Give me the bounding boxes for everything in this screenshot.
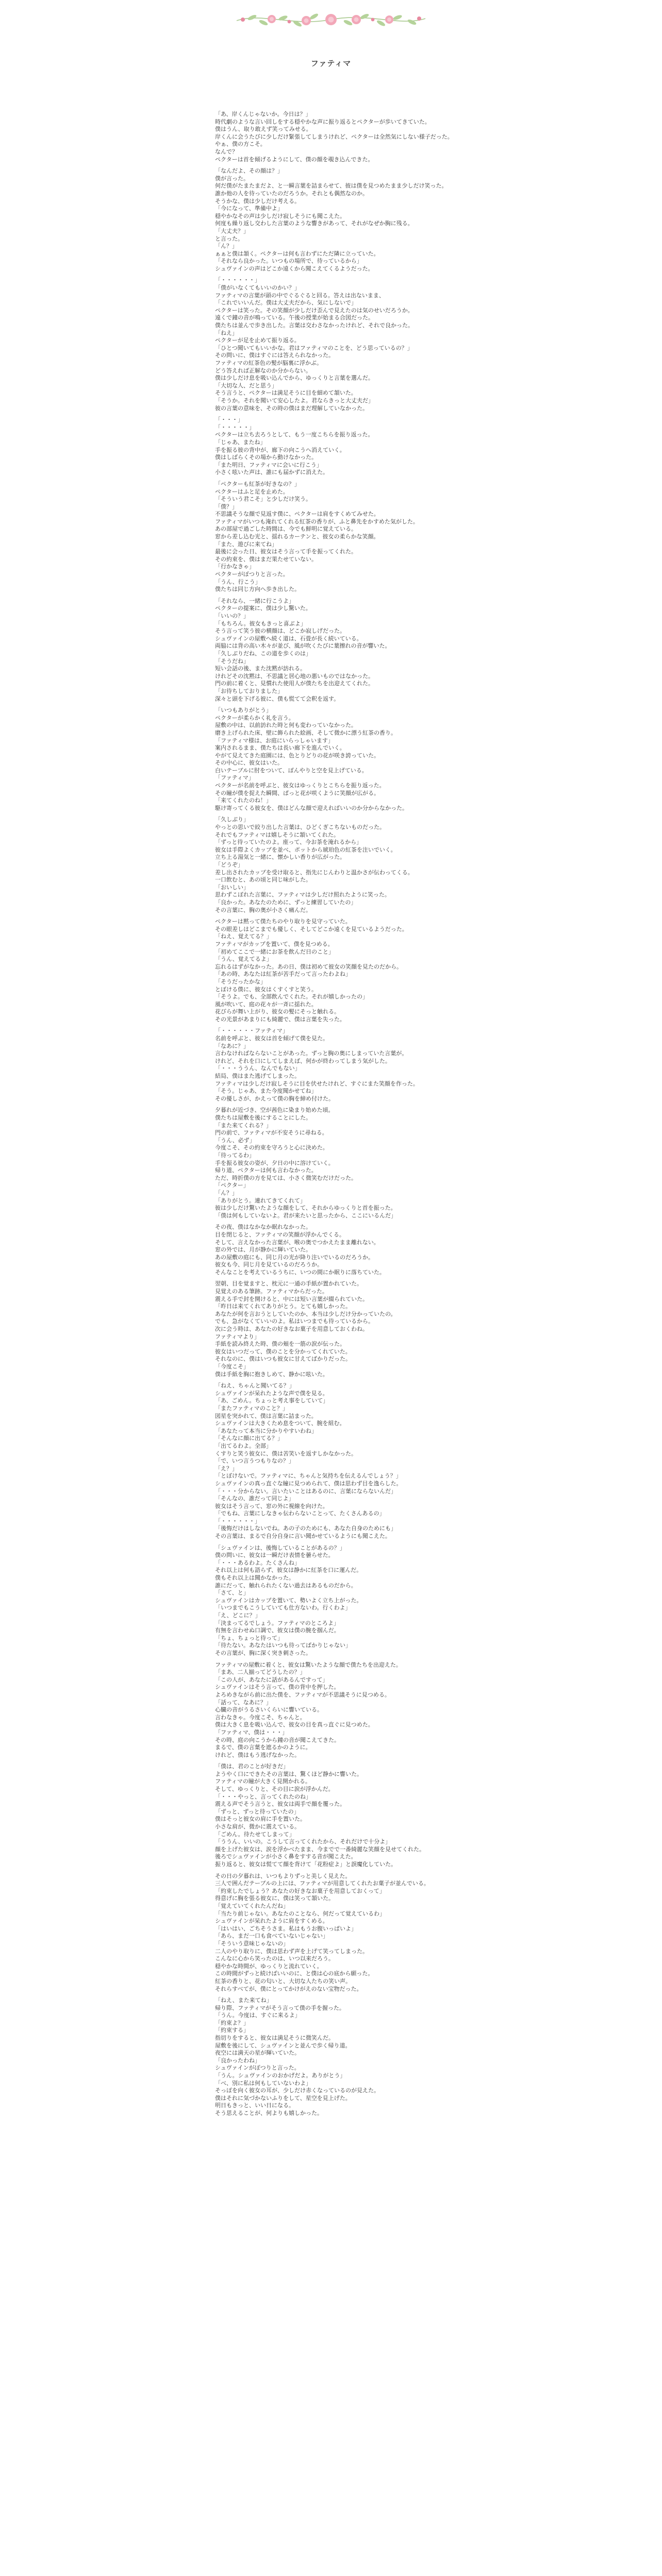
story-line: 「約束したでしょう？あなたの好きなお菓子を用意しておくって」 xyxy=(215,1887,385,1894)
story-line: 「そんなの、誰だって同じよ」 xyxy=(215,1495,294,1502)
story-line: 夕暮れが近づき、空が茜色に染まり始めた頃。 xyxy=(215,1107,334,1114)
story-line: でも、急がなくていいのよ。私はいつまでも待っているから。 xyxy=(215,1318,374,1325)
story-line: ペクターは黙って僕たちのやり取りを見守っていた。 xyxy=(215,918,351,925)
story-line: 「覚えていてくれたんだね」 xyxy=(215,1902,289,1909)
story-line: あなたが何を言おうとしていたのか、本当は少しだけ分かっていたの。 xyxy=(215,1310,396,1317)
story-line: ペクターは立ち去ろうとして、もう一度こちらを振り返った。 xyxy=(215,431,374,438)
story-line: 「あ、岸くんじゃないか。今日は？」 xyxy=(215,111,311,117)
story-line: 「僕は、君のことが好きだ」 xyxy=(215,1763,289,1770)
story-line: 窓の外では、月が静かに輝いていた。 xyxy=(215,1246,311,1253)
story-line: 「・・・・・・」 xyxy=(215,1517,260,1524)
story-line: その中心に、彼女はいた。 xyxy=(215,759,283,767)
story-line: 有無を言わせぬ口調で、彼女は僕の腕を掴んだ。 xyxy=(215,1627,340,1634)
story-line: 「・・・・・・ファティマ」 xyxy=(215,1027,288,1035)
story-line: けれどその沈黙は、不思議と居心地の悪いものではなかった。 xyxy=(215,672,374,680)
story-line: そうかな、僕は少しだけ考える。 xyxy=(215,197,300,205)
story-line: 彼の言葉の意味を、その時の僕はまだ理解していなかった。 xyxy=(215,404,368,412)
story-line: 「うん、覚えてるよ」 xyxy=(215,956,272,963)
story-line: 何だ僕がたまたまだよ、と一瞬言葉を詰まらせて、彼は僕を見つめたまま少しだけ笑った。 xyxy=(215,182,448,190)
story-line: 「今になって、準備中よ」 xyxy=(215,205,283,212)
story-line: 「さて、と」 xyxy=(215,1589,249,1597)
story-line: その日の夕暮れは、いつもよりずっと美しく見えた。 xyxy=(215,1872,351,1879)
story-paragraph xyxy=(215,167,457,273)
story-line: 思わずこぼれた言葉に、ファティマは少しだけ照れたように笑った。 xyxy=(215,891,390,899)
story-line: 「初めてここで一緒にお茶を飲んだ日のこと」 xyxy=(215,948,334,955)
story-line: 「あの時、あなたは紅茶が苦手だって言ったわよね」 xyxy=(215,971,351,978)
story-line: 「いつもありがとう」 xyxy=(215,707,272,714)
story-line: どう答えれば正解なのか分からない。 xyxy=(215,367,311,374)
story-line: 「約束する」 xyxy=(215,2027,249,2034)
story-line: 「この人が、あなたに話があるんですって」 xyxy=(215,1676,328,1683)
story-line: シュヴァインはそう言って、僕の背中を押した。 xyxy=(215,1684,340,1691)
story-paragraph xyxy=(215,1027,457,1103)
story-line: 彼は少しだけ驚いたような顔をして、それからゆっくりと首を振った。 xyxy=(215,1205,396,1212)
story-paragraph xyxy=(215,1382,457,1540)
story-line: 僕が言った。 xyxy=(215,175,249,182)
story-line: 小さく呟いた声は、誰にも届かずに消えた。 xyxy=(215,469,328,476)
story-line: 帰り道、ペクターは何も言わなかった。 xyxy=(215,1167,317,1174)
story-line: 僕はしばらくその場から動けなかった。 xyxy=(215,454,317,461)
story-body xyxy=(215,111,457,2576)
story-line: ファティマの言葉が頭の中でぐるぐると回る。答えは出ないまま、 xyxy=(215,292,385,299)
story-line: 「ねえ、ちゃんと聞いてる？」 xyxy=(215,1382,295,1389)
story-line: 「で、いつ言うつもりなの？」 xyxy=(215,1458,294,1465)
story-paragraph xyxy=(215,1763,457,1868)
story-line: 「そうか。それを聞いて安心したよ。君ならきっと大丈夫だ」 xyxy=(215,397,374,404)
story-line: そして、ゆっくりと、その目に涙が浮かんだ。 xyxy=(215,1786,334,1793)
story-line: 「僕は何もしていないよ。君が来たいと思ったから、ここにいるんだ」 xyxy=(215,1212,396,1219)
story-line: 「ごめん。待たせてしまって」 xyxy=(215,1831,295,1838)
story-paragraph xyxy=(215,277,457,412)
story-line: シュヴァインが呆れたように肩をすくめる。 xyxy=(215,1918,328,1925)
story-line: その言葉に、胸の奥が小さく痛んだ。 xyxy=(215,906,311,913)
story-line: 僕もそれ以上は聞かなかった。 xyxy=(215,1574,294,1582)
story-line: 図星を突かれて、僕は言葉に詰まった。 xyxy=(215,1412,317,1419)
story-line: その眼差しはどこまでも優しく、そしてどこか遠くを見ているようだった。 xyxy=(215,925,408,933)
story-line: ペクターが名前を呼ぶと、彼女はゆっくりとこちらを振り返った。 xyxy=(215,782,385,789)
story-line: 三人で囲んだテーブルの上には、ファティマが用意してくれたお菓子が並んでいる。 xyxy=(215,1880,429,1887)
story-line: 「おいしい」 xyxy=(215,884,249,891)
story-line: ペクターは笑った。その笑顔が少しだけ歪んで見えたのは気のせいだろうか。 xyxy=(215,307,413,314)
story-line: シュヴァインがぽつりと言った。 xyxy=(215,2064,300,2072)
story-paragraph xyxy=(215,1545,457,1657)
story-line: 「・・・分からない。言いたいことはあるのに、言葉にならないんだ」 xyxy=(215,1487,396,1495)
story-line: あの屋敷の庭にも、同じ月の光が降り注いでいるのだろうか。 xyxy=(215,1253,374,1261)
story-line: 立ち上る湯気と一緒に、懐かしい香りが広がった。 xyxy=(215,854,345,861)
story-line: よろめきながら前に出た僕を、ファティマが不思議そうに見つめる。 xyxy=(215,1691,390,1698)
story-line: 今度こそ、その約束を守ろうと心に決めた。 xyxy=(215,1144,328,1151)
story-line: その言葉は、まるで自分自身に言い聞かせているようにも聞こえた。 xyxy=(215,1533,391,1540)
story-line: 彼女はそう言って、窓の外に視線を向けた。 xyxy=(215,1502,328,1510)
story-line: 「ペクター」 xyxy=(215,1182,249,1189)
story-line: 彼女はいつだって、僕のことを分かってくれていた。 xyxy=(215,1348,351,1355)
story-line: 「でもね、言葉にしなきゃ伝わらないことって、たくさんあるの」 xyxy=(215,1510,385,1517)
story-line: 「約束よ？」 xyxy=(215,2019,249,2026)
story-line: 言わなきゃ。今度こそ、ちゃんと。 xyxy=(215,1714,306,1721)
story-line: 「大丈夫？」 xyxy=(215,227,249,234)
story-line: ようやく口にできたその言葉は、驚くほど静かに響いた。 xyxy=(215,1770,362,1777)
story-line: 「話って、なあに？」 xyxy=(215,1699,272,1706)
story-line: 短い会話の後、また沈黙が訪れる。 xyxy=(215,665,306,672)
story-line: そう言うと、ペクターは満足そうに目を細めて頷いた。 xyxy=(215,389,357,397)
story-line: 見覚えのある筆跡。ファティマからだった。 xyxy=(215,1288,328,1295)
story-line: 手紙を読み終えた時、僕の頬を一筋の涙が伝った。 xyxy=(215,1341,345,1348)
story-line: 僕はうん、取り敢えず笑ってみせる。 xyxy=(215,126,312,133)
story-line: ただ、時折僕の方を見ては、小さく微笑むだけだった。 xyxy=(215,1174,357,1181)
story-line: その瞳が僕を捉えた瞬間、ぱっと花が咲くように笑顔が広がる。 xyxy=(215,789,379,796)
story-line: 翌朝、目を覚ますと、枕元に一通の手紙が置かれていた。 xyxy=(215,1280,362,1287)
story-paragraph xyxy=(215,111,457,163)
story-line: ペクターが柔らかく礼を言う。 xyxy=(215,714,294,721)
story-line: 「ねえ」 xyxy=(215,329,238,336)
story-line: 「・・・やっと、言ってくれたのね」 xyxy=(215,1793,311,1800)
story-line: くすりと笑う彼女に、僕は苦笑いを返すしかなかった。 xyxy=(215,1450,357,1457)
story-line: 「久しぶりだね、この道を歩くのは」 xyxy=(215,650,311,657)
story-line: 指切りをすると、彼女は満足そうに微笑んだ。 xyxy=(215,2035,334,2042)
story-line: 「そうよ。でも、全部飲んでくれた。それが嬉しかったの」 xyxy=(215,993,368,1001)
story-line: 「また明日、ファティマに会いに行こう」 xyxy=(215,461,322,468)
story-paragraph xyxy=(215,1224,457,1276)
story-line: シュヴァインの声はどこか遠くから聞こえてくるようだった。 xyxy=(215,265,374,272)
story-line: 「行かなきゃ」 xyxy=(215,563,255,570)
story-line: 「出てるわよ。全部」 xyxy=(215,1442,272,1449)
story-line: 「ひとつ聞いてもいいかな。君はファティマのことを、どう思っているの？」 xyxy=(215,344,413,351)
story-line: 「後悔だけはしないでね。あの子のためにも、あなた自身のためにも」 xyxy=(215,1525,396,1532)
story-line: 「良かった。あなたのために、ずっと練習していたの」 xyxy=(215,899,357,906)
story-line: ファティマの屋敷に着くと、彼女は驚いたような顔で僕たちを出迎えた。 xyxy=(215,1661,402,1668)
story-line: 磨き上げられた床、壁に飾られた絵画、そして微かに漂う紅茶の香り。 xyxy=(215,729,396,736)
story-paragraph xyxy=(215,1280,457,1378)
story-line: 白いテーブルに肘をついて、ぼんやりと空を見上げている。 xyxy=(215,767,368,774)
story-line: 「ん？」 xyxy=(215,243,238,250)
story-line: 「え？」 xyxy=(215,1465,238,1472)
story-line: 夜空には満天の星が輝いていた。 xyxy=(215,2049,300,2057)
story-line: 「じゃあ、またね」 xyxy=(215,438,266,446)
story-line: 一口飲むと、あの頃と同じ味がした。 xyxy=(215,876,311,884)
story-line: 「・・・・・」 xyxy=(215,423,255,431)
story-line: 顔を上げた彼女は、涙を浮かべたまま、今までで一番綺麗な笑顔を見せてくれた。 xyxy=(215,1845,425,1853)
story-line: 「あなたって本当に分かりやすいわね」 xyxy=(215,1427,317,1434)
story-line: 「待ってるわ」 xyxy=(215,1151,255,1159)
story-line: こんなに心から笑ったのは、いつ以来だろう。 xyxy=(215,1955,334,1962)
story-line: 紅茶の香りと、花の匂いと、大切な人たちの笑い声。 xyxy=(215,1977,351,1985)
story-line: ファティマより」 xyxy=(215,1333,260,1340)
story-line: 「ねえ、覚えてる？」 xyxy=(215,933,272,940)
story-line: 屋敷を後にして、シュヴァインと並んで歩く帰り道。 xyxy=(215,2042,351,2049)
story-line: 「あ、ごめん。ちょっと考え事をしていて」 xyxy=(215,1397,329,1404)
story-line: 僕は手紙を胸に抱きしめて、静かに呟いた。 xyxy=(215,1370,328,1378)
story-line: 差し出されたカップを受け取ると、指先にじんわりと温かさが伝わってくる。 xyxy=(215,869,413,876)
story-line: 「シュヴァインは、後悔していることがあるの？」 xyxy=(215,1544,345,1551)
story-line: 門の前に着くと、見慣れた使用人が僕たちを出迎えてくれた。 xyxy=(215,680,374,687)
story-line: 「そういう君こそ」と少しだけ笑う。 xyxy=(215,496,311,503)
story-line: 「今度こそ」 xyxy=(215,1363,249,1370)
story-line: 「来てくれたのね！」 xyxy=(215,797,272,804)
story-line: 遠くで鐘の音が鳴っている。午後の授業が始まる合図だった。 xyxy=(215,314,374,321)
story-line: 「また来てくれる？」 xyxy=(215,1122,272,1129)
story-line: シュヴァインはカップを置いて、勢いよく立ち上がった。 xyxy=(215,1597,362,1604)
story-line: 深々と頭を下げる彼に、僕も慌てて会釈を返す。 xyxy=(215,695,340,702)
story-line: 最後に会った日、彼女はそう言って手を振ってくれた。 xyxy=(215,548,357,555)
story-line: 得意げに胸を張る彼女に、僕は笑って頷いた。 xyxy=(215,1895,334,1902)
story-line: 不思議そうな顔で見返す僕に、ペクターは肩をすくめてみせた。 xyxy=(215,511,379,518)
story-line: 「良かったわね」 xyxy=(215,2057,260,2064)
story-line: シュヴァインの屋敷へ続く道は、石畳が長く続いている。 xyxy=(215,635,362,642)
story-line: 僕は大きく息を吸い込んで、彼女の目を真っ直ぐに見つめた。 xyxy=(215,1721,374,1728)
story-line: 「そうだね」 xyxy=(215,657,249,665)
story-line: 「どうぞ」 xyxy=(215,861,243,868)
story-line: その夜、僕はなかなか眠れなかった。 xyxy=(215,1224,311,1231)
story-line: 「ファティマ、僕は・・・」 xyxy=(215,1728,288,1736)
story-paragraph xyxy=(215,1662,457,1759)
story-line: ペクターは首を傾げるようにして、僕の顔を覗き込んできた。 xyxy=(215,156,374,163)
story-line: 「それなら、一緒に行こうよ」 xyxy=(215,597,294,604)
story-line: その時、庭の向こうから鐘の音が聞こえてきた。 xyxy=(215,1736,340,1743)
story-line: 僕の問いに、彼女は一瞬だけ表情を曇らせた。 xyxy=(215,1552,334,1559)
story-line: ペクターがぽつりと言った。 xyxy=(215,571,289,578)
story-line: 穏やかな時間が、ゆっくりと流れていく。 xyxy=(215,1962,323,1970)
story-line: 「それなら良かった。いつもの場所で、待っているから」 xyxy=(215,258,362,265)
story-line: けれど、僕はもう逃げなかった。 xyxy=(215,1751,300,1758)
story-line: まるで、僕の言葉を遮るかのように。 xyxy=(215,1744,311,1751)
story-line: そっぽを向く彼女の耳が、少しだけ赤くなっているのが見えた。 xyxy=(215,2087,379,2094)
story-line: 後ろでシュヴァインが小さく鼻をすする音が聞こえた。 xyxy=(215,1853,357,1860)
story-line: 僕たちは屋敷を後にすることにした。 xyxy=(215,1114,311,1121)
story-line: 「うん、必ず」 xyxy=(215,1137,255,1144)
story-line: シュヴァインは大きくため息をついて、腕を組む。 xyxy=(215,1420,345,1427)
story-paragraph xyxy=(215,1997,457,2117)
story-line: 穏やかなその声は少しだけ寂しそうにも聞こえた。 xyxy=(215,212,345,219)
story-line: そう言って笑う彼の横顔は、どこか寂しげだった。 xyxy=(215,628,345,635)
story-line: 時代劇のような言い回しをする穏やかな声に振り返るとペクターが歩いてきていた。 xyxy=(215,118,431,125)
story-line: やがて見えてきた庭園には、色とりどりの花が咲き誇っていた。 xyxy=(215,752,379,759)
story-line: 「ずっと待っていたのよ。座って、今お茶を淹れるから」 xyxy=(215,839,362,846)
story-line: 「うん、行こう」 xyxy=(215,578,261,585)
story-line: 「昨日は来てくれてありがとう。とても嬉しかった。 xyxy=(215,1303,351,1310)
story-line: 「あら、まだ一口も食べていないじゃない」 xyxy=(215,1933,328,1940)
story-paragraph xyxy=(215,816,457,914)
story-line: 「いいの？」 xyxy=(215,613,249,619)
story-line: ペクターはふと足を止めた。 xyxy=(215,488,289,495)
story-line: 両脇には背の高い木々が並び、風が吹くたびに葉擦れの音が響いた。 xyxy=(215,642,391,650)
page-header xyxy=(0,0,662,77)
story-line: と言った。 xyxy=(215,235,243,242)
story-line: ペクターが足を止めて振り返る。 xyxy=(215,337,300,344)
story-line: 「当たり前じゃない。あなたのことなら、何だって覚えているわ」 xyxy=(215,1910,385,1917)
story-line: その光景があまりにも綺麗で、僕は言葉を失った。 xyxy=(215,1015,345,1023)
story-paragraph xyxy=(215,598,457,703)
story-line: 震える手で封を開けると、中には短い言葉が綴られていた。 xyxy=(215,1295,368,1302)
story-line: 「なんだよ、その顔は？」 xyxy=(215,167,283,175)
story-line: 「ちょ、ちょっと待って」 xyxy=(215,1634,283,1641)
story-line: この時間がずっと続けばいいのに、と僕は心の底から願った。 xyxy=(215,1970,374,1977)
story-line: 「うん。シュヴァインのおかげだよ。ありがとう」 xyxy=(215,2072,346,2079)
story-line: シュヴァインが呆れたような声で僕を見る。 xyxy=(215,1389,328,1397)
story-paragraph xyxy=(215,1107,457,1219)
story-line: 「はいはい、ごちそうさま。私はもうお腹いっぱいよ」 xyxy=(215,1925,357,1932)
story-line: 「もちろん。彼女もきっと喜ぶよ」 xyxy=(215,620,306,627)
story-line: 「ねえ、また来てね」 xyxy=(215,1997,272,2004)
story-paragraph xyxy=(215,416,457,477)
story-line: そう思えることが、何よりも嬉しかった。 xyxy=(215,2110,323,2116)
story-line: 「うん。今度は、すぐに来るよ」 xyxy=(215,2012,301,2019)
story-line: 目を閉じると、ファティマの笑顔が浮かんでくる。 xyxy=(215,1231,345,1238)
story-line: シュヴァインの真っ直ぐな瞳に見つめられて、僕は思わず目を逸らした。 xyxy=(215,1480,402,1487)
story-line: 次に会う時は、あなたの好きなお菓子を用意しておくわね。 xyxy=(215,1326,368,1333)
story-paragraph xyxy=(215,1873,457,1993)
story-line: 「僕がいなくてもいいのかい？」 xyxy=(215,284,300,292)
story-line: そんなことを考えているうちに、いつの間にか眠りに落ちていた。 xyxy=(215,1268,385,1276)
story-line: 駆け寄ってくる彼女を、僕はどんな顔で迎えればいいのか分からなかった。 xyxy=(215,804,408,811)
story-line: 誰にだって、触れられたくない過去はあるものだから。 xyxy=(215,1582,357,1589)
story-line: それ以上は何も語らず、彼女は静かに紅茶を口に運んだ。 xyxy=(215,1567,362,1574)
story-line: その約束を、僕はまだ果たせていない。 xyxy=(215,555,317,563)
floral-ornament-icon xyxy=(231,4,431,35)
story-line: ペクターの提案に、僕は少し驚いた。 xyxy=(215,605,311,612)
story-line: それでもファティマは嬉しそうに頷いてくれた。 xyxy=(215,831,339,838)
story-line: ファティマがいつも淹れてくれる紅茶の香りが、ふと鼻先をかすめた気がした。 xyxy=(215,518,419,525)
story-line: 「そうだったかな」 xyxy=(215,978,266,985)
story-line: 誰か他の人を待っていたのだろうか。それとも偶然なのか。 xyxy=(215,190,368,197)
story-line: その問いに、僕はすぐには答えられなかった。 xyxy=(215,352,334,359)
story-line: 明日もきっと、いい日になる。 xyxy=(215,2102,294,2109)
story-line: なんで？ xyxy=(215,148,238,155)
story-line: それらすべてが、僕にとってかけがえのない宝物だった。 xyxy=(215,1985,362,1992)
story-line: そして、言えなかった言葉が、喉の奥でつかえたまま離れない。 xyxy=(215,1239,379,1246)
story-line: 「いつまでもこうしていても仕方ないわ。行くわよ」 xyxy=(215,1604,351,1612)
story-line: 岸くんに会うたびに少しだけ緊張してしまうけれど、ペクターは全然気にしない様子だった。 xyxy=(215,133,453,140)
story-line: 「・・・ううん、なんでもない」 xyxy=(215,1065,301,1072)
story-line: 二人のやり取りに、僕は思わず声を上げて笑ってしまった。 xyxy=(215,1947,368,1955)
story-line: 「まあ、二人揃ってどうしたの？」 xyxy=(215,1669,306,1676)
story-line: ファティマの瞳が大きく見開かれる。 xyxy=(215,1778,311,1785)
story-line: 何度も繰り返し交わした言葉のような響きがあって、それがなぜか胸に残る。 xyxy=(215,220,413,227)
story-line: 震える声でそう言うと、彼女は両手で顔を覆った。 xyxy=(215,1801,345,1808)
story-line: 「ペクターも紅茶が好きなの？」 xyxy=(215,480,300,487)
story-line: 彼女も今、同じ月を見ているのだろうか。 xyxy=(215,1261,323,1268)
story-line: 僕はそれに気づかないふりをして、星空を見上げた。 xyxy=(215,2094,351,2102)
story-line: 「ファティマ」 xyxy=(215,774,254,782)
story-line: 「ううん、いいの。こうして言ってくれたから、それだけで十分よ」 xyxy=(215,1838,391,1845)
story-line: 「え、どこに？」 xyxy=(215,1612,261,1619)
story-line: 屋敷の中は、以前訪れた時と何も変わっていなかった。 xyxy=(215,722,357,729)
story-line: 「べ、別に私は何もしていないわよ」 xyxy=(215,2079,311,2087)
story-line: 「ずっと、ずっと待っていたの」 xyxy=(215,1808,300,1815)
story-line: 言わなければならないことがあった。ずっと胸の奥にしまっていた言葉が。 xyxy=(215,1050,408,1057)
story-line: 「お待ちしておりました」 xyxy=(215,687,283,694)
story-line: 風が吹いて、庭の花々が一斉に揺れた。 xyxy=(215,1001,317,1008)
story-line: 「これでいいんだ。僕は大丈夫だから、気にしないで」 xyxy=(215,299,357,307)
story-line: ファティマは少しだけ寂しそうに目を伏せたけれど、すぐにまた笑顔を作った。 xyxy=(215,1080,419,1087)
story-line: 「僕？」 xyxy=(215,503,238,510)
story-line: 「待たない。あなたはいつも待ってばかりじゃない」 xyxy=(215,1642,351,1649)
story-line: とぼける僕に、彼女はくすくすと笑う。 xyxy=(215,986,317,993)
story-line: 門の前で、ファティマが不安そうに尋ねる。 xyxy=(215,1129,328,1137)
story-line: 僕たちは並んで歩き出した。言葉は交わさなかったけれど、それで良かった。 xyxy=(215,322,413,329)
story-line: やっとの思いで絞り出した言葉は、ひどくぎこちないものだった。 xyxy=(215,824,385,831)
story-line: 僕たちは同じ方向へ歩き出した。 xyxy=(215,586,300,593)
story-line: 「またファティマのこと？」 xyxy=(215,1404,288,1412)
story-line: 「ファティマ様は、お庭にいらっしゃいます」 xyxy=(215,737,334,744)
story-line: 結局、僕はまた逃げてしまった。 xyxy=(215,1073,300,1080)
story-line: けれど、それを口にしてしまえば、何かが終わってしまう気がした。 xyxy=(215,1057,391,1064)
story-line: やぁ、僕の方こそ。 xyxy=(215,141,266,148)
story-line: 窓から差し込む光と、揺れるカーテンと、彼女の柔らかな笑顔。 xyxy=(215,533,379,540)
story-line: 心臓の音がうるさいくらいに響いている。 xyxy=(215,1706,323,1714)
story-line: 振り返ると、彼女は慌てて顔を背けて「花粉症よ」と誤魔化していた。 xyxy=(215,1861,396,1868)
page-title: ファティマ xyxy=(310,59,352,68)
story-line: 帰り際、ファティマがそう言って僕の手を握った。 xyxy=(215,2004,345,2011)
story-line: ファティマがカップを置いて、僕を見つめる。 xyxy=(215,940,334,947)
story-line: 「大切な人、だと思う」 xyxy=(215,382,277,389)
story-line: 「そんなに顔に出てる？」 xyxy=(215,1435,283,1442)
story-paragraph xyxy=(215,481,457,594)
story-line: 名前を呼ぶと、彼女は首を傾げて僕を見た。 xyxy=(215,1035,328,1042)
story-line: 「そういう意味じゃないの」 xyxy=(215,1940,289,1947)
story-line: 「ん？」 xyxy=(215,1189,238,1196)
story-paragraph xyxy=(215,707,457,812)
story-line: ぁぁと僕は頷く。ペクターは何も言わずにただ隣に立っていた。 xyxy=(215,250,379,257)
story-line: 「決まってるでしょう。ファティマのところよ」 xyxy=(215,1619,339,1626)
story-line: 「・・・あるわよ。たくさんね」 xyxy=(215,1559,300,1566)
story-line: 小さな肩が、微かに震えている。 xyxy=(215,1823,300,1831)
story-line: それなのに、僕はいつも彼女に甘えてばかりだった。 xyxy=(215,1355,351,1363)
story-paragraph xyxy=(215,918,457,1023)
story-line: その言葉が、胸に深く突き刺さった。 xyxy=(215,1649,311,1656)
story-line: 「・・・・・・」 xyxy=(215,277,260,284)
story-line: 僕はそっと彼女の肩に手を置いた。 xyxy=(215,1816,306,1823)
story-line: 彼女は手際よくカップを並べ、ポットから琥珀色の紅茶を注いでいく。 xyxy=(215,846,396,853)
story-line: 「久しぶり」 xyxy=(215,816,249,823)
story-line: 花びらが舞い上がり、彼女の髪にそっと触れる。 xyxy=(215,1008,340,1015)
story-line: 「なあに？」 xyxy=(215,1042,249,1049)
story-line: 「・・・」 xyxy=(215,416,243,423)
story-line: 忘れるはずがなかった。あの日、僕は初めて彼女の笑顔を見たのだから。 xyxy=(215,963,402,970)
story-line: 「そう。じゃあ、また今度聞かせてね」 xyxy=(215,1088,317,1095)
story-line: 「ありがとう。連れてきてくれて」 xyxy=(215,1197,306,1204)
story-line: 僕は少しだけ息を吸い込んでから、ゆっくりと言葉を選んだ。 xyxy=(215,375,374,382)
story-line: ファティマの紅茶色の髪が脳裏に浮かぶ。 xyxy=(215,360,323,366)
story-line: あの部屋で過ごした時間は、今でも鮮明に覚えている。 xyxy=(215,526,357,533)
story-line: 「また、遊びに来てね」 xyxy=(215,540,277,548)
story-line: 案内されるまま、僕たちは長い廊下を進んでいく。 xyxy=(215,744,345,752)
story-line: 「とぼけないで。ファティマに、ちゃんと気持ちを伝えるんでしょう？」 xyxy=(215,1472,402,1480)
story-line: その優しさが、かえって僕の胸を締め付けた。 xyxy=(215,1095,334,1102)
story-line: 手を振る彼女の姿が、夕日の中に溶けていく。 xyxy=(215,1159,334,1166)
story-line: 手を振る彼の背中が、廊下の向こうへ消えていく。 xyxy=(215,446,345,453)
